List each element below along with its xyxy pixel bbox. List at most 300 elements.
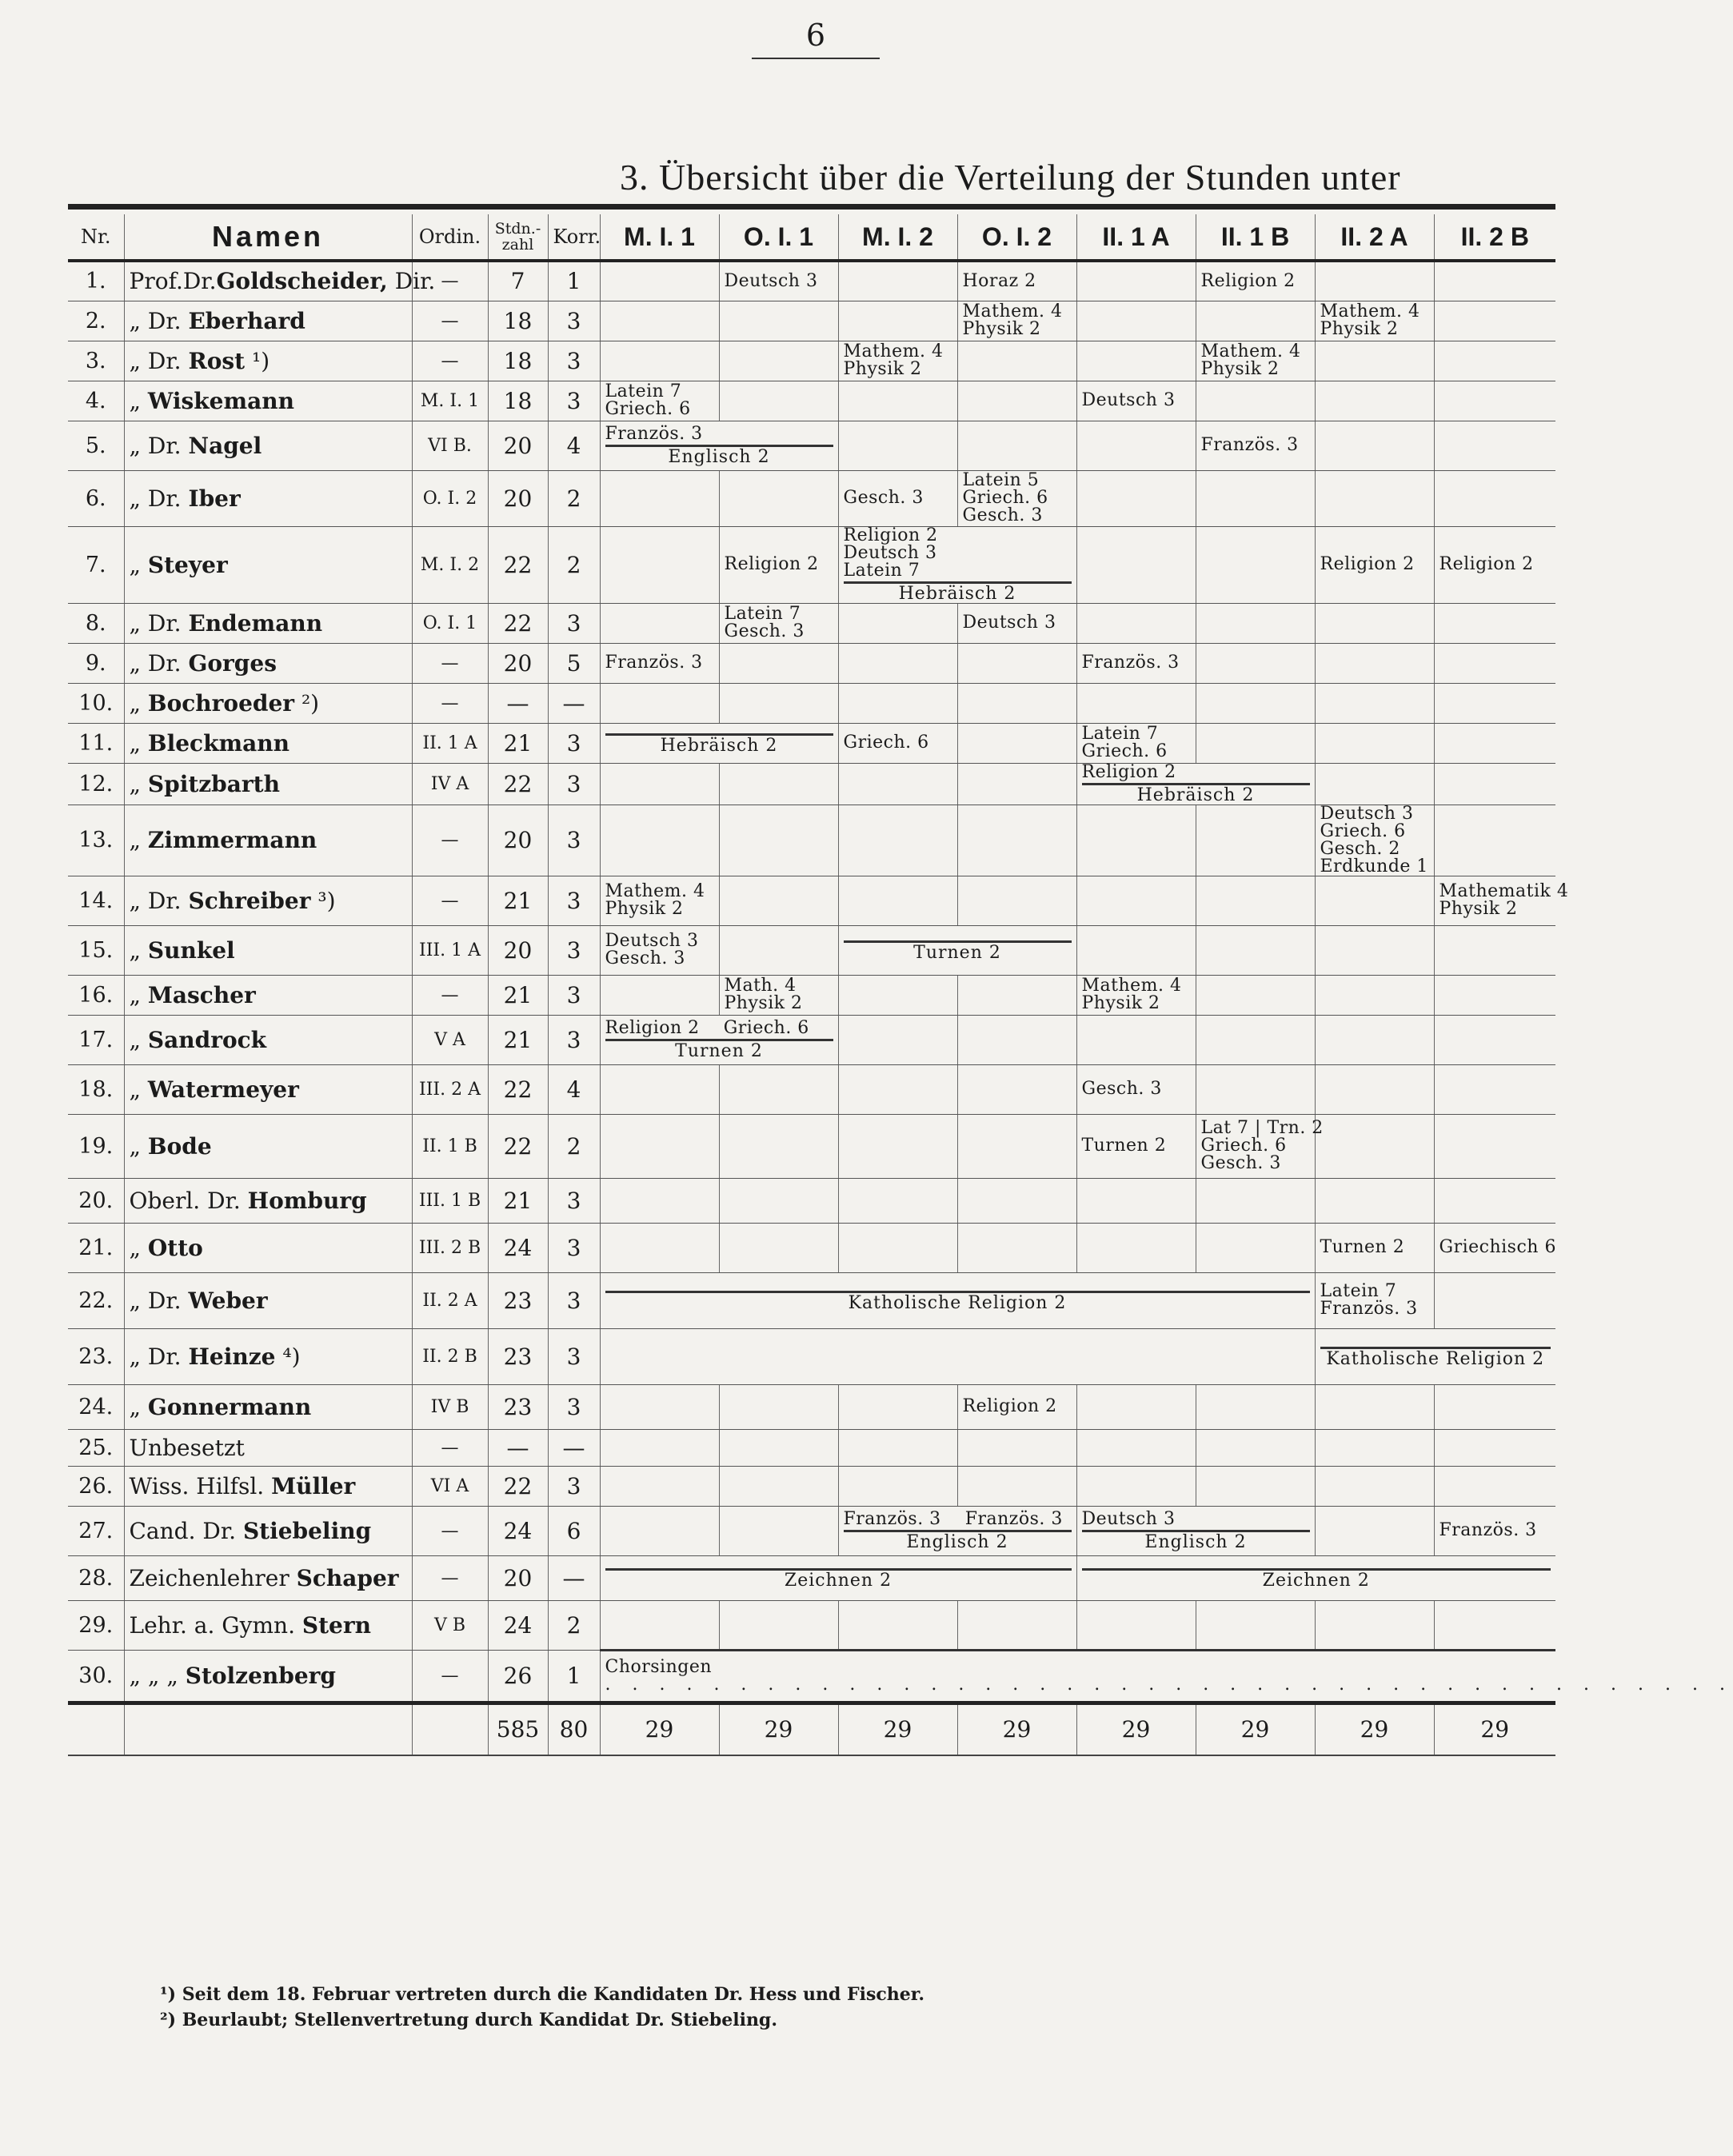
subject-label: Latein 7	[605, 381, 682, 401]
page-title: 3. Übersicht über die Verteilung der Stunden unter	[620, 157, 1401, 198]
shared-lesson-bracket: Katholische Religion 2	[1320, 1347, 1551, 1368]
subject-cell	[1076, 1015, 1196, 1064]
subject-line	[1201, 361, 1310, 378]
subject-label: Griech. 6	[1081, 741, 1168, 761]
totals-blank	[412, 1703, 488, 1755]
subject-line	[1082, 743, 1191, 761]
teacher-row	[68, 1064, 1555, 1114]
subject-line	[725, 977, 833, 995]
hours-count: 21	[488, 876, 548, 925]
subject-line	[1082, 995, 1191, 1012]
subject-cell	[1434, 805, 1555, 876]
shared-lesson-bracket: Zeichnen 2	[605, 1568, 1072, 1590]
correction-count: 2	[548, 1600, 600, 1650]
ordinarius: VI B.	[412, 421, 488, 470]
header-class-m-i-1: M. I. 1	[600, 214, 719, 261]
subject-line	[844, 562, 1072, 580]
hours-count: 21	[488, 975, 548, 1015]
hours-count: 23	[488, 1328, 548, 1384]
teacher-row	[68, 876, 1555, 925]
subject-label: Mathematik 4	[1439, 881, 1569, 901]
total-class: 29	[1434, 1703, 1555, 1755]
subject-cell	[1196, 603, 1315, 643]
subject-cell	[1076, 381, 1196, 421]
subject-line	[1082, 1137, 1191, 1155]
subject-cell	[1076, 1466, 1196, 1506]
subject-cell	[1434, 1384, 1555, 1429]
subject-line	[1081, 1508, 1310, 1529]
subject-label: Erdkunde 1	[1320, 856, 1428, 876]
correction-count: 6	[548, 1506, 600, 1555]
totals-row	[68, 1703, 1555, 1755]
total-class: 29	[600, 1703, 719, 1755]
subject-line	[844, 527, 1072, 545]
subject-cell	[1076, 1178, 1196, 1223]
subject-line	[963, 1398, 1072, 1415]
correction-count: 1	[548, 261, 600, 301]
correction-count: 3	[548, 1466, 600, 1506]
subject-line	[963, 472, 1072, 489]
teacher-row	[68, 261, 1555, 301]
teacher-row	[68, 301, 1555, 341]
subject-cell	[1076, 341, 1196, 381]
subject-line	[1201, 1155, 1310, 1172]
teacher-name	[124, 1064, 412, 1114]
correction-count: 3	[548, 1384, 600, 1429]
subject-line	[843, 1508, 1072, 1529]
hours-count: 20	[488, 805, 548, 876]
subject-cell	[838, 1600, 957, 1650]
subject-cell	[957, 1114, 1076, 1178]
subject-label: Gesch. 3	[1081, 1079, 1162, 1099]
subject-cell	[1076, 470, 1196, 526]
subject-cell	[1196, 470, 1315, 526]
subject-label: Gesch. 3	[724, 621, 805, 641]
subject-cell	[600, 1384, 719, 1429]
subject-line	[1081, 761, 1310, 782]
subject-line	[963, 489, 1072, 507]
teacher-name	[124, 975, 412, 1015]
hours-count: 20	[488, 421, 548, 470]
subject-cell	[719, 876, 838, 925]
row-number: 6.	[68, 470, 124, 526]
row-number: 29.	[68, 1600, 124, 1650]
name-prefix: „	[129, 827, 148, 853]
hours-count: 18	[488, 341, 548, 381]
surname: Gonnermann	[147, 1393, 312, 1420]
subject-cell	[600, 470, 719, 526]
teacher-row	[68, 341, 1555, 381]
surname: Schaper	[296, 1564, 399, 1591]
surname: Bode	[147, 1132, 212, 1160]
subject-cell	[600, 1650, 1733, 1703]
name-prefix: „ Dr.	[129, 347, 189, 374]
subject-line	[1082, 725, 1191, 743]
subject-cell	[1076, 1114, 1196, 1178]
name-prefix: Oberl. Dr.	[129, 1187, 248, 1214]
hours-count: 21	[488, 1015, 548, 1064]
subject-cell	[1315, 421, 1434, 470]
subject-line	[605, 425, 833, 443]
subject-cell	[838, 763, 957, 805]
subject-line	[1201, 437, 1310, 454]
ordinarius: V B	[412, 1600, 488, 1650]
hours-count: 22	[488, 1064, 548, 1114]
totals-blank	[124, 1703, 412, 1755]
subject-line	[605, 900, 714, 918]
subject-cell	[838, 301, 957, 341]
row-number: 28.	[68, 1555, 124, 1600]
subject-cell	[838, 723, 957, 763]
ordinarius: II. 1 B	[412, 1114, 488, 1178]
subject-line	[725, 556, 833, 573]
subject-cell	[1315, 1015, 1434, 1064]
correction-count: 3	[548, 723, 600, 763]
subject-cell	[1315, 301, 1434, 341]
name-prefix: Zeichenlehrer	[129, 1564, 297, 1591]
teacher-name	[124, 1650, 412, 1703]
subject-cell	[1076, 643, 1196, 683]
subject-cell	[838, 470, 957, 526]
subject-cell	[1315, 1064, 1434, 1114]
header-class-o-i-2: O. I. 2	[957, 214, 1076, 261]
subject-label: Deutsch 3	[724, 270, 818, 291]
shared-lesson-bracket: Turnen 2	[844, 940, 1072, 962]
subject-cell	[600, 603, 719, 643]
hours-count: 20	[488, 1555, 548, 1600]
subject-cell	[957, 1384, 1076, 1429]
shared-lesson-bracket: Englisch 2	[1082, 1530, 1310, 1551]
subject-label: Französ. 3	[605, 653, 703, 673]
row-number: 3.	[68, 341, 124, 381]
subject-cell	[1076, 1384, 1196, 1429]
teacher-name	[124, 1555, 412, 1600]
subject-cell	[1434, 341, 1555, 381]
subject-line	[1082, 977, 1191, 995]
subject-line	[844, 361, 952, 378]
subject-cell	[1434, 1015, 1555, 1064]
teacher-name	[124, 1429, 412, 1466]
teacher-row	[68, 1506, 1555, 1555]
header-ordin: Ordin.	[412, 214, 488, 261]
subject-label: Latein 7	[1081, 724, 1159, 744]
totals-blank	[68, 1703, 124, 1755]
subject-cell	[838, 683, 957, 723]
subject-cell	[1434, 763, 1555, 805]
subject-cell	[1315, 925, 1434, 975]
subject-label: Physik 2	[1439, 899, 1518, 919]
subject-label: Griechisch 6	[1439, 1237, 1556, 1257]
ordinarius: —	[412, 261, 488, 301]
subject-cell	[957, 1429, 1076, 1466]
subject-cell	[600, 1466, 719, 1506]
subject-cell	[957, 1600, 1076, 1650]
name-prefix: „	[129, 1026, 148, 1053]
subject-cell	[1315, 1600, 1434, 1650]
subject-label: Mathem. 4	[1200, 341, 1301, 361]
name-suffix: ¹)	[245, 347, 270, 374]
subject-cell	[838, 643, 957, 683]
subject-cell	[1315, 876, 1434, 925]
subject-cell	[1315, 1272, 1434, 1328]
subject-cell	[957, 470, 1076, 526]
subject-label: Griech. 6	[1320, 820, 1406, 841]
ordinarius: —	[412, 975, 488, 1015]
subject-cell	[600, 1429, 719, 1466]
surname: Goldscheider,	[216, 268, 388, 295]
subject-cell	[600, 1064, 719, 1114]
teacher-name	[124, 1015, 412, 1064]
footnote-2: ²) Beurlaubt; Stellenvertretung durch Kandidat Dr. Stiebeling.	[160, 2010, 777, 2030]
subject-cell	[1076, 261, 1196, 301]
teacher-row	[68, 723, 1555, 763]
subject-line	[1200, 1118, 1324, 1138]
subject-cell	[719, 1223, 838, 1272]
hours-count: 21	[488, 723, 548, 763]
surname: Eberhard	[188, 307, 305, 334]
teacher-name	[124, 1600, 412, 1650]
subject-label: Französ. 3	[843, 1508, 941, 1529]
subject-cell	[957, 261, 1076, 301]
subject-cell	[719, 1064, 838, 1114]
hours-count: 7	[488, 261, 548, 301]
subject-cell	[957, 1178, 1076, 1223]
correction-count: 3	[548, 1178, 600, 1223]
total-class: 29	[1315, 1703, 1434, 1755]
teacher-row	[68, 421, 1555, 470]
subject-line	[1201, 343, 1310, 361]
subject-cell	[1196, 975, 1315, 1015]
subject-cell	[838, 1466, 957, 1506]
ordinarius: —	[412, 1555, 488, 1600]
subject-cell	[838, 1064, 957, 1114]
subject-line	[1440, 556, 1551, 573]
subject-line	[724, 270, 833, 291]
subject-cell	[1076, 763, 1315, 805]
row-number: 27.	[68, 1506, 124, 1555]
subject-line	[844, 734, 952, 752]
subject-label: Französ. 3	[1320, 1299, 1418, 1319]
subject-cell	[600, 1506, 719, 1555]
subject-cell	[838, 261, 957, 301]
subject-cell	[1434, 723, 1555, 763]
name-suffix: ³)	[310, 887, 336, 914]
hours-count: 23	[488, 1272, 548, 1328]
subject-label: Latein 5	[962, 470, 1040, 490]
subject-line	[1320, 1239, 1429, 1256]
teacher-row	[68, 1600, 1555, 1650]
hours-count: 18	[488, 381, 548, 421]
row-number: 5.	[68, 421, 124, 470]
teacher-row	[68, 763, 1555, 805]
subject-label: Mathem. 4	[1320, 301, 1420, 321]
subject-cell	[838, 1506, 1076, 1555]
teacher-name	[124, 421, 412, 470]
surname: Stern	[301, 1611, 371, 1639]
subject-cell	[1315, 683, 1434, 723]
subject-cell	[838, 1429, 957, 1466]
correction-count: 3	[548, 1328, 600, 1384]
surname: Müller	[271, 1472, 356, 1499]
subject-label: Mathem. 4	[843, 341, 944, 361]
subject-cell	[838, 1015, 957, 1064]
row-number: 7.	[68, 526, 124, 603]
subject-cell	[957, 1015, 1076, 1064]
row-number: 18.	[68, 1064, 124, 1114]
subject-cell	[1434, 1600, 1555, 1650]
name-prefix: Wiss. Hilfsl.	[129, 1472, 272, 1499]
name-prefix: „	[129, 551, 148, 578]
subject-label: Französ. 3	[964, 1508, 1063, 1529]
name-prefix: „ Dr.	[129, 432, 189, 459]
subject-label: Deutsch 3	[1320, 803, 1414, 824]
subject-line	[1320, 556, 1429, 573]
teacher-name	[124, 763, 412, 805]
correction-count: 3	[548, 876, 600, 925]
header-row	[68, 214, 1555, 261]
correction-count: 3	[548, 301, 600, 341]
subject-cell	[1196, 381, 1315, 421]
subject-line	[1320, 303, 1429, 321]
subject-cell	[1434, 1429, 1555, 1466]
subject-label: Mathem. 4	[605, 881, 705, 901]
row-number: 13.	[68, 805, 124, 876]
subject-label: Religion 2	[605, 1017, 700, 1038]
header-namen: Namen	[124, 214, 412, 261]
hours-count: 22	[488, 1466, 548, 1506]
choir-label: Chorsingen	[605, 1656, 713, 1677]
name-prefix: „ Dr.	[129, 609, 189, 637]
subject-line	[1082, 392, 1191, 409]
timetable	[68, 214, 1733, 1756]
row-number: 8.	[68, 603, 124, 643]
subject-cell	[600, 261, 719, 301]
surname: Watermeyer	[147, 1076, 299, 1103]
correction-count: —	[548, 1555, 600, 1600]
surname: Iber	[188, 485, 241, 512]
subject-cell	[1196, 261, 1315, 301]
surname: Steyer	[147, 551, 228, 578]
row-number: 15.	[68, 925, 124, 975]
subject-label: Deutsch 3	[1081, 390, 1176, 410]
subject-cell	[719, 261, 838, 301]
subject-cell	[838, 805, 957, 876]
shared-lesson-bracket: Englisch 2	[844, 1530, 1072, 1551]
ordinarius: M. I. 2	[412, 526, 488, 603]
correction-count: 4	[548, 421, 600, 470]
teacher-name	[124, 341, 412, 381]
subject-cell	[1315, 1223, 1434, 1272]
ordinarius: —	[412, 683, 488, 723]
subject-cell	[1196, 1384, 1315, 1429]
subject-cell	[1315, 643, 1434, 683]
subject-line	[963, 507, 1072, 525]
subject-line	[605, 401, 714, 418]
subject-label: Griech. 6	[1200, 1136, 1287, 1156]
subject-cell	[1196, 301, 1315, 341]
subject-cell	[600, 683, 719, 723]
shared-lesson-bracket: Hebräisch 2	[1082, 783, 1310, 805]
subject-line	[605, 1017, 833, 1038]
subject-line	[605, 383, 714, 401]
subject-cell	[957, 975, 1076, 1015]
correction-count: —	[548, 683, 600, 723]
correction-count: 2	[548, 470, 600, 526]
subject-label: Physik 2	[962, 319, 1041, 339]
subject-cell	[1434, 643, 1555, 683]
subject-cell	[838, 1114, 957, 1178]
hours-count: 20	[488, 925, 548, 975]
subject-cell	[719, 1600, 838, 1650]
footnotes	[160, 1982, 924, 2033]
ordinarius: IV B	[412, 1384, 488, 1429]
subject-cell	[1315, 261, 1434, 301]
subject-cell	[1315, 1466, 1434, 1506]
teacher-name	[124, 1223, 412, 1272]
subject-cell	[838, 381, 957, 421]
subject-cell	[957, 805, 1076, 876]
ordinarius: III. 1 B	[412, 1178, 488, 1223]
subject-cell	[1434, 381, 1555, 421]
subject-cell	[600, 763, 719, 805]
subject-cell	[600, 1328, 1315, 1384]
subject-line	[843, 542, 1072, 563]
ordinarius: III. 2 A	[412, 1064, 488, 1114]
correction-count: 3	[548, 603, 600, 643]
subject-cell	[1434, 1272, 1555, 1328]
subject-label: Mathem. 4	[962, 301, 1063, 321]
subject-cell	[719, 526, 838, 603]
subject-cell	[600, 1114, 719, 1178]
subject-cell	[838, 1178, 957, 1223]
subject-cell	[600, 1272, 1315, 1328]
subject-cell	[957, 301, 1076, 341]
dotted-leader: . . . . . . . . . . . . . . . . . . . . . . . . . . . . . . . . . . . . . . . . . .	[605, 1674, 1733, 1695]
name-prefix: „	[129, 770, 148, 797]
row-number: 26.	[68, 1466, 124, 1506]
subject-cell	[719, 341, 838, 381]
subject-cell	[1196, 421, 1315, 470]
subject-cell	[1076, 1064, 1196, 1114]
teacher-name	[124, 1384, 412, 1429]
correction-count: 4	[548, 1064, 600, 1114]
hours-count: 21	[488, 1178, 548, 1223]
ordinarius: —	[412, 1650, 488, 1703]
subject-cell	[1315, 1328, 1555, 1384]
total-class: 29	[957, 1703, 1076, 1755]
teacher-name	[124, 603, 412, 643]
subject-cell	[1196, 341, 1315, 381]
subject-cell	[600, 1015, 838, 1064]
ordinarius: O. I. 2	[412, 470, 488, 526]
subject-line	[1439, 1237, 1556, 1257]
subject-line	[844, 489, 952, 507]
subject-cell	[719, 643, 838, 683]
subject-cell	[1434, 421, 1555, 470]
subject-label: Französ. 3	[1081, 653, 1180, 673]
teacher-name	[124, 1328, 412, 1384]
shared-lesson-bracket: Turnen 2	[605, 1039, 833, 1060]
correction-count: 3	[548, 925, 600, 975]
subject-line	[1201, 1137, 1310, 1155]
header-nr: Nr.	[68, 214, 124, 261]
correction-count: 3	[548, 763, 600, 805]
teacher-row	[68, 975, 1555, 1015]
header-stdn: Stdn.-zahl	[488, 214, 548, 261]
row-number: 24.	[68, 1384, 124, 1429]
subject-line	[1320, 840, 1429, 858]
subject-label: Turnen 2	[1320, 1237, 1405, 1257]
